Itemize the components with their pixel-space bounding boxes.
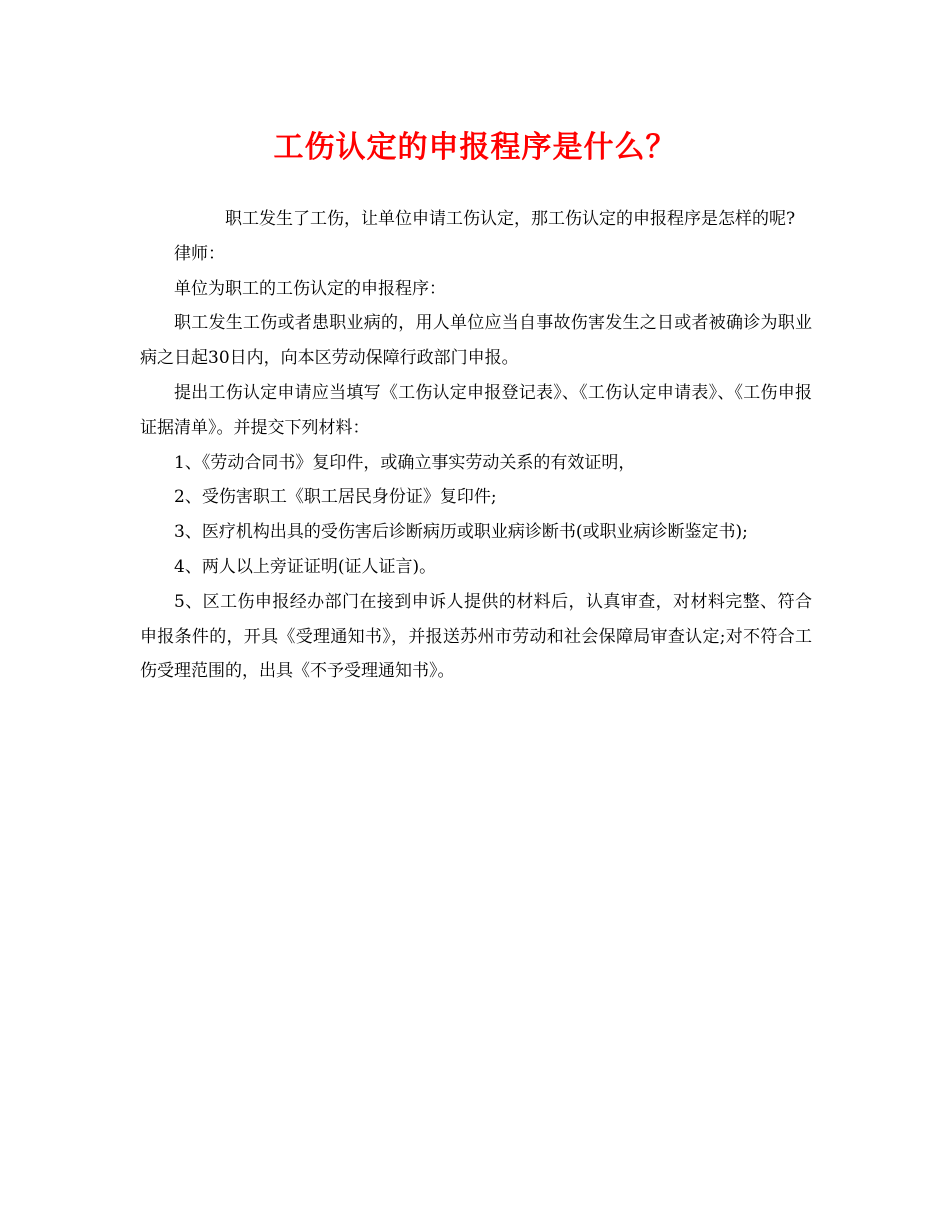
material-item-5: 5、区工伤申报经办部门在接到申诉人提供的材料后，认真审查，对材料完整、符合申报条件的，开具《受理通知书》，并报送苏州市劳动和社会保障局审查认定;对不符合工伤受理范围的，出具《不予受理通知书》。 xyxy=(140,591,812,682)
document-title: 工伤认定的申报程序是什么？ xyxy=(273,130,677,165)
material-item-2: 2、受伤害职工《职工居民身份证》复印件; xyxy=(174,487,497,508)
material-item-3: 3、医疗机构出具的受伤害后诊断病历或职业病诊断书(或职业病诊断鉴定书); xyxy=(174,522,748,543)
reporting-deadline-paragraph: 职工发生工伤或者患职业病的，用人单位应当自事故伤害发生之日或者被确诊为职业病之日起30日内，向本区劳动保障行政部门申报。 xyxy=(140,313,812,369)
lawyer-label: 律师： xyxy=(174,243,225,264)
material-item-4: 4、两人以上旁证证明(证人证言)。 xyxy=(174,556,437,577)
application-forms-paragraph: 提出工伤认定申请应当填写《工伤认定申报登记表》、《工伤认定申请表》、《工伤申报证据清单》。并提交下列材料： xyxy=(140,382,812,438)
procedure-heading: 单位为职工的工伤认定的申报程序： xyxy=(174,278,446,299)
document-body xyxy=(140,202,812,689)
intro-paragraph: 职工发生了工伤，让单位申请工伤认定，那工伤认定的申报程序是怎样的呢? xyxy=(225,209,796,229)
material-item-1: 1、《劳动合同书》复印件，或确立事实劳动关系的有效证明， xyxy=(174,452,636,473)
